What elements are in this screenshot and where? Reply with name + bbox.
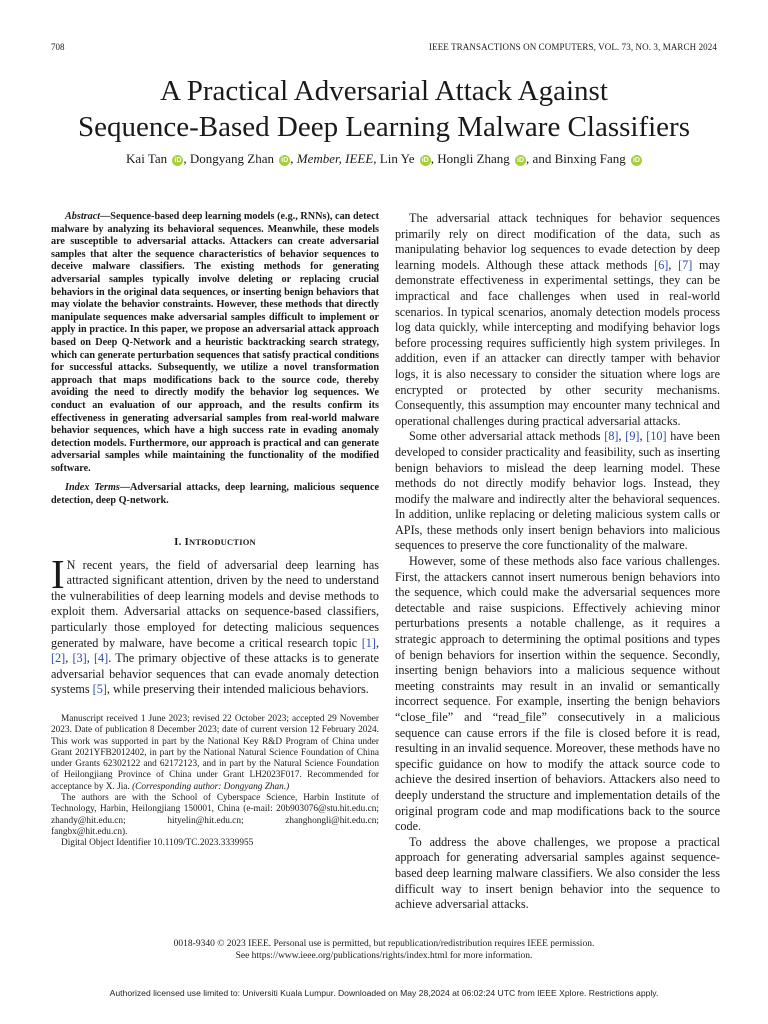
abstract	[51, 211, 379, 475]
orcid-icon[interactable]: iD	[632, 157, 640, 164]
author-membership: , Member, IEEE	[290, 151, 374, 166]
orcid-icon[interactable]: iD	[517, 157, 525, 164]
title-line-2: Sequence-Based Deep Learning Malware Classifiers	[78, 111, 690, 143]
author-name: , Lin Ye	[373, 151, 415, 166]
citation-link[interactable]: [2]	[51, 651, 66, 666]
citation-link[interactable]: [4]	[93, 651, 109, 666]
author-name: , and Binxing Fang	[526, 151, 626, 166]
footnote-manuscript: Manuscript received 1 June 2023; revised 22 October 2023; accepted 29 November 2023. Date of publication 8 December 2023; date of current version 12 February 2024. This work was supported in part by the National Key R&D Program of China under Grant 2021YFB2012402, in part by the National Natural Science Foundation of China under Grants 62302122 and 62172123, and in part by the Natural Science Foundation of Heilongjiang Province of China under Grant LH2023F017. Recommended for acceptance by X. Jia. (Corresponding author: Dongyang Zhan.)	[51, 714, 379, 792]
orcid-icon[interactable]: iD	[281, 157, 289, 164]
index-terms	[51, 482, 379, 507]
citation-link[interactable]: [1]	[361, 635, 376, 650]
corresponding-author: (Corresponding author: Dongyang Zhan.)	[132, 781, 290, 792]
orcid-icon[interactable]: iD	[174, 157, 182, 164]
abstract-label: Abstract	[65, 211, 101, 222]
intro-paragraph: I N recent years, the field of adversarial deep learning has attracted significant attention, driven by the need to understand the vulnerabilities of deep learning models and devise methods to exploit them. Adversarial attacks on sequence-based classifiers, particularly those employed for detecting malicious sequences generated by malware, have become a critical research topic [1], [2], [3], [4]. The primary objective of these attacks is to generate adversarial behavior sequences that can evade anomaly detection systems [5], while preserving their intended malicious behaviors.	[51, 550, 380, 697]
author-name: Kai Tan	[126, 151, 168, 166]
citation-link[interactable]: [5]	[92, 682, 107, 697]
citation-link[interactable]: [7]	[678, 257, 693, 272]
author-name: , Dongyang Zhan	[183, 151, 274, 166]
page-number: 708	[51, 42, 65, 52]
copyright-notice: 0018-9340 © 2023 IEEE. Personal use is permitted, but republication/redistribution requires IEEE permission. See https://www.ieee.org/publications/rights/index.html for more information.	[173, 939, 595, 961]
orcid-icon[interactable]: iD	[421, 157, 429, 164]
author-list	[0, 151, 768, 167]
right-column	[395, 211, 720, 913]
footnote-affiliation: The authors are with the School of Cyberspace Science, Harbin Institute of Technology, Harbin, Heilongjiang 150001, China (e-mail: 20b903076@stu.hit.edu.cn; zhandy@hit.edu.cn; hityelin@hit.edu.cn; zhanghongli@hit.edu.cn; fangbx@hit.edu.cn).	[51, 793, 379, 837]
footnote-doi: Digital Object Identifier 10.1109/TC.2023.3339955	[61, 838, 254, 849]
citation-link[interactable]: [3]	[72, 651, 87, 666]
citation-link[interactable]: [8]	[604, 429, 619, 444]
author-name: , Hongli Zhang	[430, 151, 510, 166]
index-terms-text: —Adversarial attacks, deep learning, malicious sequence detection, deep Q-network.	[51, 482, 379, 507]
download-notice: Authorized licensed use limited to: Universiti Kuala Lumpur. Downloaded on May 28,2024 at 06:02:24 UTC from IEEE Xplore. Restrictions apply.	[109, 988, 659, 998]
body-paragraph: Some other adversarial attack methods [8], [9], [10] have been developed to consider practicality and feasibility, such as inserting benign behaviors to mislead the deep learning model. These methods do not directly modify behavior logs. Instead, they modify the malware and indirectly alter the behavioral sequences. In addition, unlike replacing or deleting malicious system calls or APIs, these methods only insert benign behaviors into malicious sequences to preserve the core functionality of the malware.	[395, 429, 721, 553]
drop-cap: I	[51, 550, 65, 597]
left-column	[51, 211, 379, 850]
citation-link[interactable]: [10]	[646, 429, 667, 444]
journal-header: IEEE TRANSACTIONS ON COMPUTERS, VOL. 73, NO. 3, MARCH 2024	[429, 42, 717, 52]
paper-title	[0, 73, 768, 145]
abstract-text: —Sequence-based deep learning models (e.g., RNNs), can detect malware by analyzing its behavioral sequences. Meanwhile, these models are susceptible to adversarial attacks. Attackers can create adversarial samples that alter the sequence characteristics of behavior sequences to deceive malware classifiers. The existing methods for generating adversarial samples typically involve deleting or replacing crucial behaviors in the original data sequences, or inserting benign behaviors that may violate the behavior constraints. However, these methods that directly manipulate sequences make adversarial samples difficult to implement or apply in practice. In this paper, we propose an adversarial attack approach based on Deep Q-Network and a heuristic backtracking search strategy, which can generate perturbation sequences that satisfy practical conditions for successful attacks. Subsequently, we utilize a novel transformation approach that maps modifications back to the source code, thereby avoiding the need to directly modify the behavior log sequences. We conduct an evaluation of our approach, and the results confirm its effectiveness in generating adversarial samples from real-world malware behavior sequences, which have a high success rate in evading anomaly detection models. Furthermore, our approach is practical and can generate adversarial samples while maintaining the functionality of the modified software.	[51, 211, 379, 474]
title-line-1: A Practical Adversarial Attack Against	[160, 75, 608, 107]
body-paragraph: The adversarial attack techniques for behavior sequences primarily rely on direct modification of the data, such as manipulating behavior log sequences to evade detection by deep learning models. Although these attack methods [6], [7] may demonstrate effectiveness in experimental settings, they can be impractical and face challenges when used in real-world scenarios. In typical scenarios, anomaly detection models process log data quickly, while intercepting and modifying behavior logs before processing requires sufficiently high system privileges. In addition, even if an attacker can directly tamper with behavior logs, it is also necessary to consider the situation where logs are encrypted or protected by other security mechanisms. Consequently, this assumption may encounter many technical and operational challenges during practical adversarial attacks.	[395, 211, 721, 428]
citation-link[interactable]: [6]	[654, 257, 669, 272]
index-terms-label: Index Terms	[65, 482, 120, 494]
citation-link[interactable]: [9]	[625, 429, 640, 444]
section-heading-introduction: I. INTRODUCTION	[174, 535, 256, 548]
body-paragraph: However, some of these methods also face various challenges. First, the attackers cannot insert numerous benign behaviors into the sequence, which could make the adversarial sequences more detectable and raise suspicions. Effectively achieving minor perturbations presents a notable challenge, as it requires a strategic approach to determining the optimal positions and types of benign behaviors for insertion within the sequence. Secondly, inserting benign behaviors into a malicious sequence without meeting constraints may result in an invalid or semantically incorrect sequence. For example, inserting the benign behaviors “close_file” and “read_file” consecutively in a malicious sequence can cause errors if the file is closed before it is read, resulting in an invalid sequence. Moreover, these methods have no specific guidance on how to modify the attack source code to achieve the desired insertion of behaviors. Attackers also need to deeply understand the structure and implementation details of the original program code and map modifications back to the source code.	[395, 554, 720, 834]
body-paragraph: To address the above challenges, we propose a practical approach for generating adversarial samples against sequence-based deep learning malware classifiers. We also consider the less difficult way to insert benign behavior into the sequence to achieve adversarial attacks.	[395, 834, 720, 912]
